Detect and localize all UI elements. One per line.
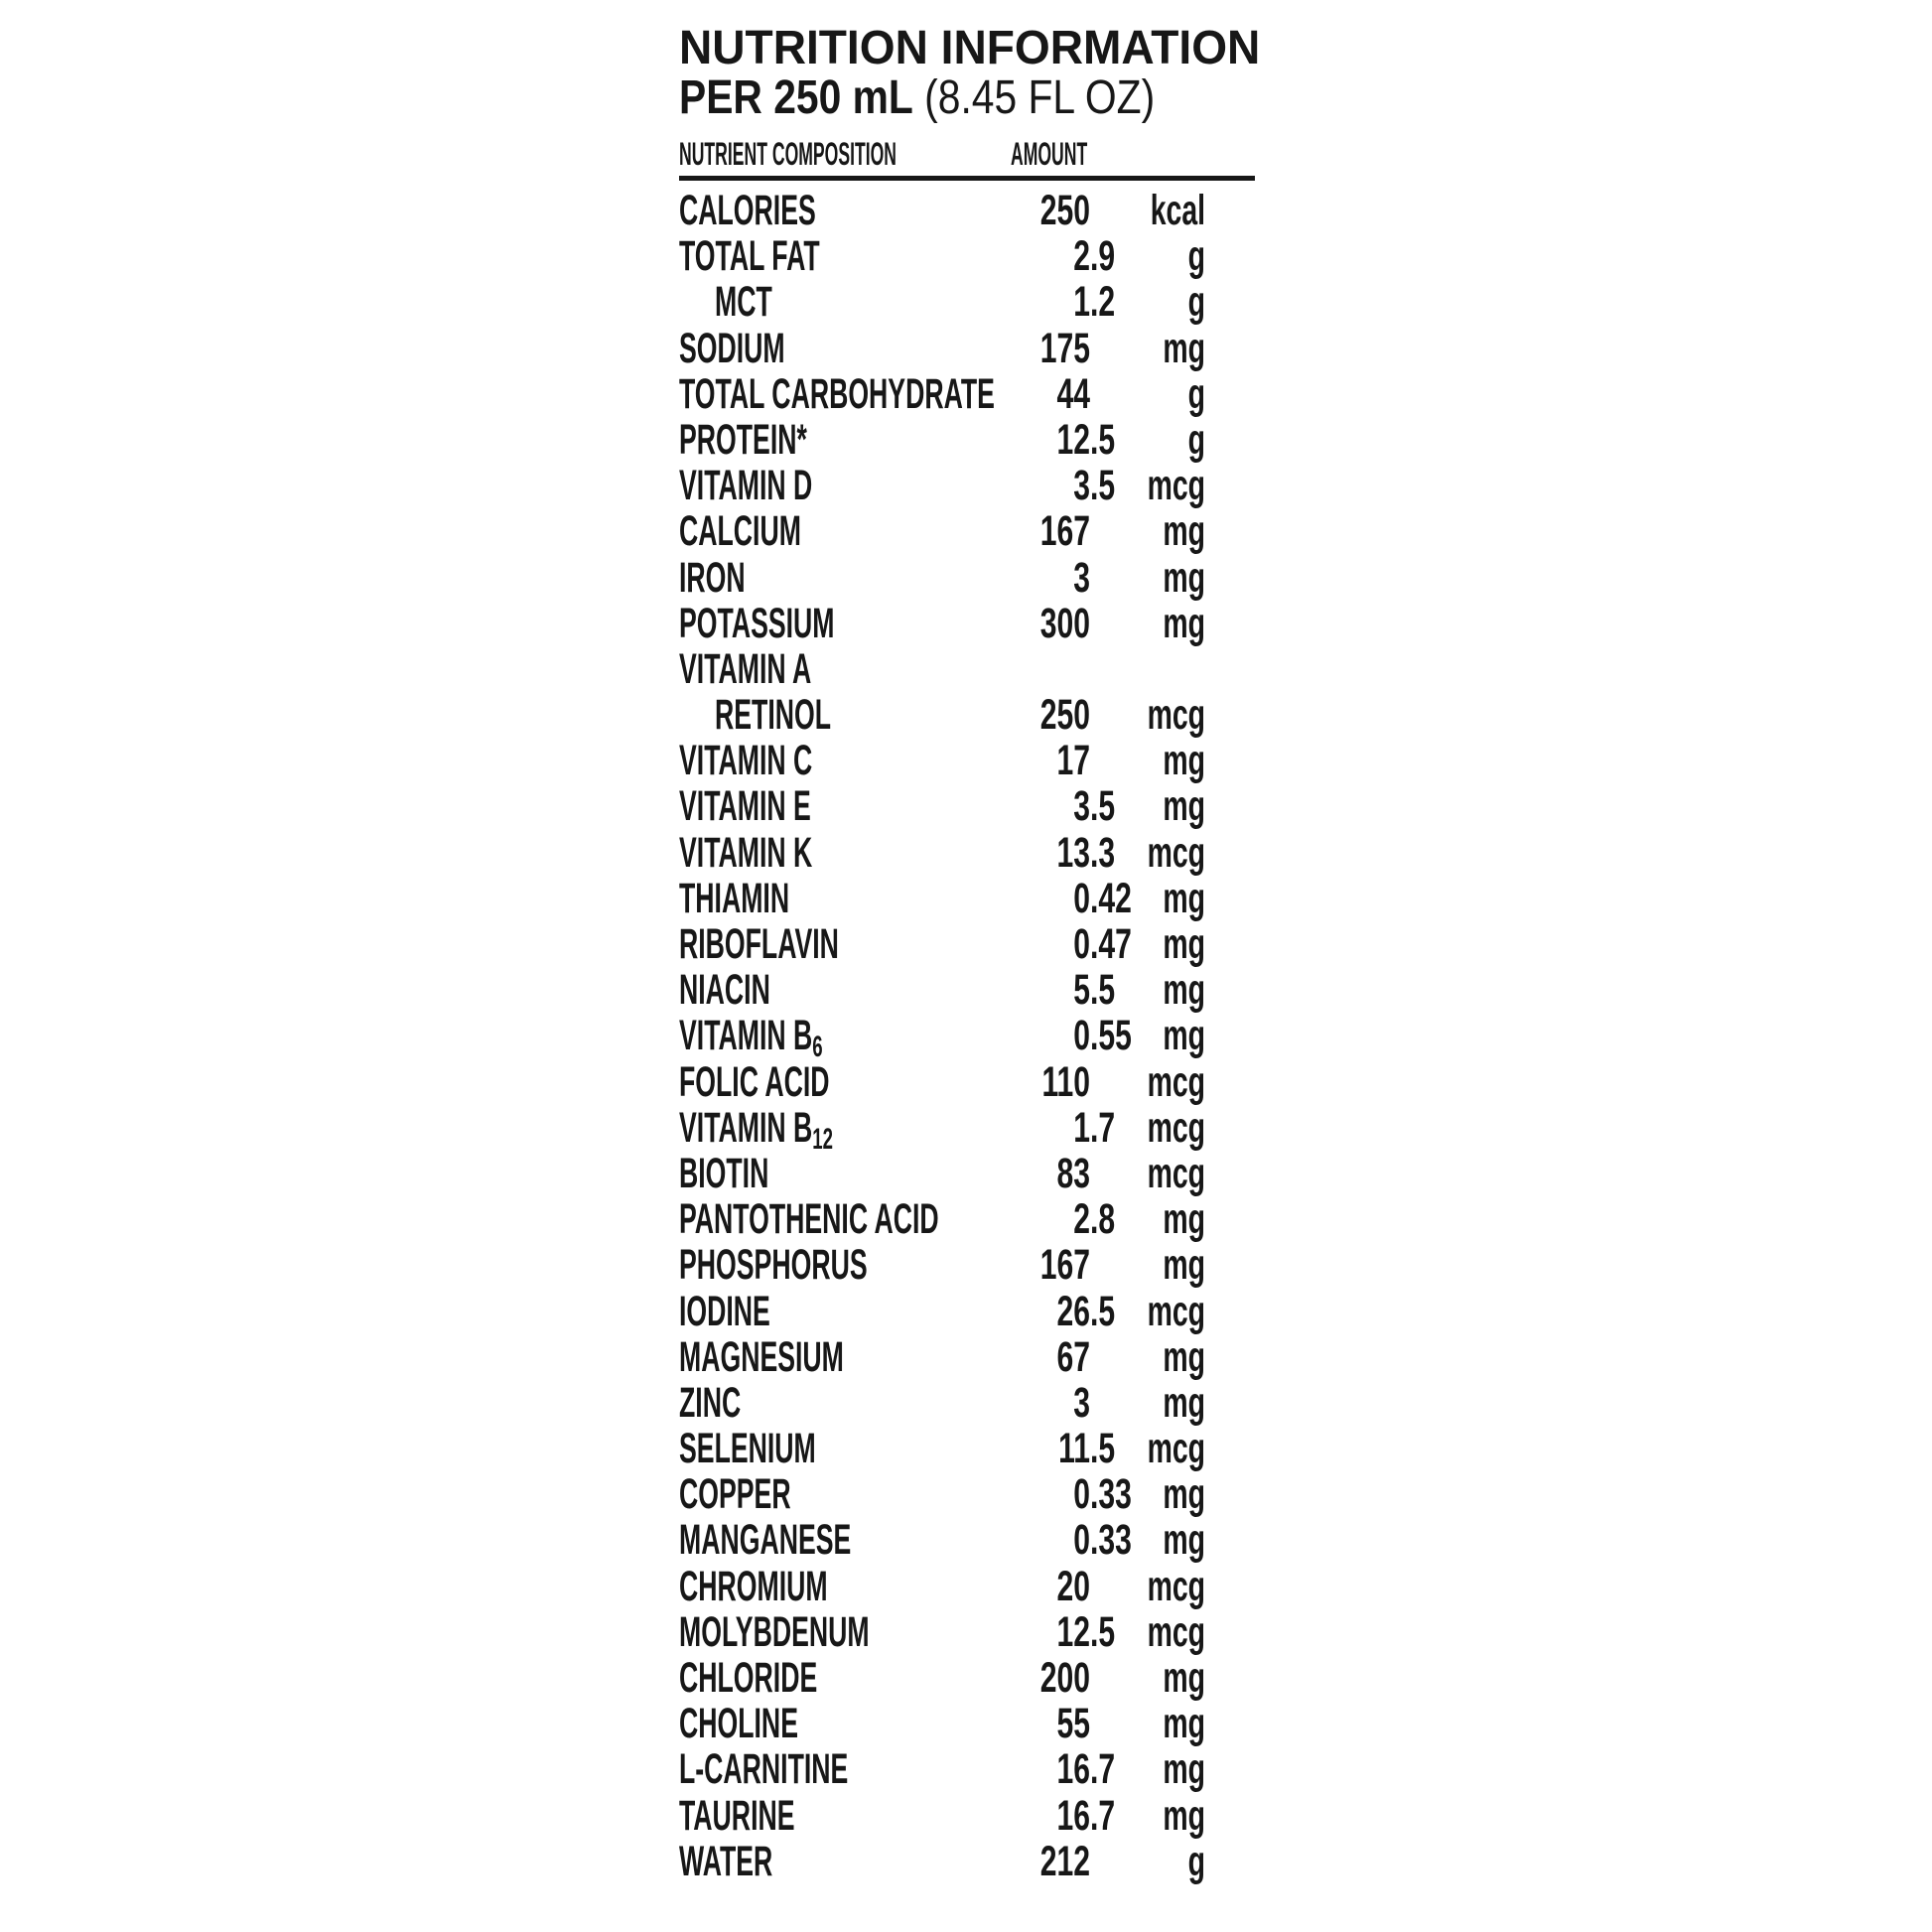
nutrient-label: CHROMIUM	[679, 1562, 828, 1610]
amount-value-int: 5	[1073, 966, 1090, 1015]
amount-unit: mg	[1163, 966, 1205, 1015]
amount-value-int: 0	[1073, 920, 1090, 968]
table-row	[679, 967, 1260, 1013]
nutrient-label: VITAMIN B12	[679, 1103, 833, 1156]
nutrition-panel	[679, 0, 1260, 1932]
amount-value-int: 67	[1056, 1332, 1090, 1381]
amount-unit: mg	[1163, 599, 1205, 647]
amount-value-frac: .47	[1090, 920, 1132, 968]
table-row	[679, 188, 1260, 233]
amount-value-int: 167	[1039, 507, 1090, 556]
amount-unit: mg	[1163, 1470, 1205, 1519]
amount-value-int: 44	[1056, 369, 1090, 418]
amount-value-frac: .33	[1090, 1516, 1132, 1565]
amount-value-frac: .7	[1090, 1745, 1116, 1794]
amount-value-frac: .33	[1090, 1470, 1132, 1519]
amount-value-int: 55	[1056, 1700, 1090, 1748]
amount-value-int: 200	[1039, 1654, 1090, 1702]
table-row	[679, 1334, 1260, 1380]
amount-unit: mcg	[1147, 1287, 1205, 1335]
amount-value-frac: .2	[1090, 278, 1116, 327]
nutrient-label: CALORIES	[679, 187, 816, 234]
table-row	[679, 1746, 1260, 1792]
nutrient-label: IODINE	[679, 1287, 770, 1335]
nutrient-label: SELENIUM	[679, 1425, 816, 1473]
nutrient-label: MANGANESE	[679, 1516, 852, 1565]
amount-unit: mg	[1163, 324, 1205, 372]
amount-unit: mg	[1163, 553, 1205, 602]
nutrient-label: TOTAL CARBOHYDRATE	[679, 369, 995, 418]
title-line-1: NUTRITION INFORMATION	[679, 22, 1261, 74]
column-headers	[679, 136, 1260, 172]
nutrient-label: FOLIC ACID	[679, 1057, 830, 1106]
amount-value-frac: .42	[1090, 874, 1132, 922]
amount-unit: mcg	[1147, 828, 1205, 877]
amount-unit: g	[1187, 1837, 1205, 1885]
amount-value-int: 250	[1039, 691, 1090, 740]
table-row	[679, 1289, 1260, 1334]
serving-size-bold: PER 250 mL	[679, 71, 913, 124]
nutrient-label-subscript: 6	[812, 1031, 823, 1064]
panel-title	[679, 24, 1285, 123]
amount-unit: mg	[1163, 1791, 1205, 1840]
amount-unit: g	[1187, 278, 1205, 327]
amount-unit: g	[1187, 232, 1205, 281]
table-row	[679, 1242, 1260, 1288]
header-rule	[679, 176, 1255, 181]
nutrient-label: SODIUM	[679, 324, 785, 372]
amount-value-int: 0	[1073, 874, 1090, 922]
nutrient-label: MCT	[715, 278, 772, 327]
nutrient-label: WATER	[679, 1837, 773, 1885]
table-row	[679, 1471, 1260, 1517]
amount-unit: mcg	[1147, 462, 1205, 510]
table-row	[679, 326, 1260, 371]
table-row	[679, 508, 1260, 554]
amount-value-int: 3	[1073, 553, 1090, 602]
table-row	[679, 1426, 1260, 1471]
amount-unit: mg	[1163, 1378, 1205, 1427]
amount-unit: mg	[1163, 1654, 1205, 1702]
amount-value-int: 110	[1041, 1057, 1090, 1106]
amount-value-frac: .5	[1090, 1287, 1116, 1335]
nutrient-label: VITAMIN A	[679, 644, 812, 693]
amount-value-frac: .3	[1090, 828, 1116, 877]
table-row	[679, 1839, 1260, 1884]
amount-unit: mg	[1163, 1700, 1205, 1748]
amount-unit: mg	[1163, 1745, 1205, 1794]
table-row	[679, 1655, 1260, 1701]
amount-unit: mg	[1163, 1195, 1205, 1244]
nutrient-label: L-CARNITINE	[679, 1745, 849, 1794]
amount-value-frac: .9	[1090, 232, 1116, 281]
amount-value-int: 16	[1056, 1745, 1090, 1794]
amount-unit: mcg	[1147, 1057, 1205, 1106]
amount-unit: kcal	[1150, 187, 1205, 234]
amount-value-int: 300	[1039, 599, 1090, 647]
column-header-amount: AMOUNT	[1011, 136, 1088, 172]
amount-value-int: 2	[1073, 232, 1090, 281]
nutrient-label: VITAMIN D	[679, 462, 813, 510]
amount-value-int: 0	[1073, 1470, 1090, 1519]
amount-unit: mcg	[1147, 691, 1205, 740]
serving-size-fl-oz: (8.45 FL OZ)	[912, 71, 1156, 124]
amount-value-int: 212	[1039, 1837, 1090, 1885]
table-row	[679, 601, 1260, 646]
nutrient-label: PANTOTHENIC ACID	[679, 1195, 939, 1244]
amount-value-int: 3	[1073, 1378, 1090, 1427]
table-row	[679, 646, 1260, 692]
nutrient-label-subscript: 12	[812, 1122, 833, 1156]
nutrient-label: RETINOL	[715, 691, 832, 740]
nutrient-label: TAURINE	[679, 1791, 795, 1840]
amount-unit: mcg	[1147, 1562, 1205, 1610]
amount-unit: mg	[1163, 1516, 1205, 1565]
nutrient-label: NIACIN	[679, 966, 770, 1015]
table-row	[679, 233, 1260, 279]
nutrient-label: RIBOFLAVIN	[679, 920, 839, 968]
table-row	[679, 555, 1260, 601]
amount-value-frac: .8	[1090, 1195, 1116, 1244]
amount-unit: mg	[1163, 874, 1205, 922]
amount-value-int: 20	[1056, 1562, 1090, 1610]
amount-value-int: 16	[1056, 1791, 1090, 1840]
amount-value-int: 167	[1039, 1241, 1090, 1290]
amount-unit: mg	[1163, 737, 1205, 785]
amount-value-int: 26	[1056, 1287, 1090, 1335]
amount-unit: mcg	[1147, 1425, 1205, 1473]
table-row	[679, 921, 1260, 967]
table-row	[679, 876, 1260, 921]
table-row	[679, 1564, 1260, 1609]
amount-value-frac: .7	[1090, 1791, 1116, 1840]
amount-value-int: 1	[1073, 1103, 1090, 1152]
nutrition-table	[679, 188, 1260, 1884]
table-row	[679, 1196, 1260, 1242]
amount-value-int: 1	[1073, 278, 1090, 327]
title-line-2	[679, 73, 1193, 123]
nutrient-label: THIAMIN	[679, 874, 790, 922]
nutrient-label: PROTEIN*	[679, 415, 807, 464]
amount-unit: g	[1187, 369, 1205, 418]
nutrient-label: CHOLINE	[679, 1700, 798, 1748]
amount-value-frac: .5	[1090, 966, 1116, 1015]
table-row	[679, 279, 1260, 325]
amount-unit: mg	[1163, 1241, 1205, 1290]
nutrient-label: CALCIUM	[679, 507, 801, 556]
amount-unit: mg	[1163, 1332, 1205, 1381]
nutrient-label: POTASSIUM	[679, 599, 835, 647]
amount-value-frac: .5	[1090, 1607, 1116, 1656]
table-row	[679, 692, 1260, 738]
nutrient-label: BIOTIN	[679, 1149, 769, 1197]
table-row	[679, 1701, 1260, 1746]
nutrient-label: VITAMIN K	[679, 828, 813, 877]
table-row	[679, 1012, 1260, 1064]
nutrient-label: MAGNESIUM	[679, 1332, 844, 1381]
amount-unit: mg	[1163, 1012, 1205, 1060]
nutrient-label: PHOSPHORUS	[679, 1241, 868, 1290]
table-row	[679, 830, 1260, 876]
amount-value-int: 3	[1073, 782, 1090, 831]
nutrient-label: VITAMIN E	[679, 782, 811, 831]
table-row	[679, 738, 1260, 783]
nutrient-label: TOTAL FAT	[679, 232, 820, 281]
amount-value-int: 0	[1073, 1516, 1090, 1565]
column-header-nutrient: NUTRIENT COMPOSITION	[679, 136, 897, 172]
nutrient-label: COPPER	[679, 1470, 791, 1519]
amount-value-int: 250	[1039, 187, 1090, 234]
amount-value-int: 12	[1056, 415, 1090, 464]
amount-value-int: 13	[1056, 828, 1090, 877]
amount-unit: g	[1187, 415, 1205, 464]
nutrient-label: MOLYBDENUM	[679, 1607, 870, 1656]
amount-value-int: 17	[1056, 737, 1090, 785]
nutrient-label: ZINC	[679, 1378, 742, 1427]
amount-unit: mg	[1163, 920, 1205, 968]
table-row	[679, 1380, 1260, 1426]
amount-value-int: 12	[1056, 1607, 1090, 1656]
amount-value-int: 0	[1073, 1012, 1090, 1060]
amount-unit: mcg	[1147, 1149, 1205, 1197]
table-row	[679, 783, 1260, 829]
amount-value-frac: .5	[1090, 1425, 1116, 1473]
nutrient-label: VITAMIN C	[679, 737, 813, 785]
table-row	[679, 371, 1260, 417]
table-row	[679, 417, 1260, 463]
amount-value-frac: .7	[1090, 1103, 1116, 1152]
amount-value-frac: .5	[1090, 415, 1116, 464]
amount-value-int: 83	[1056, 1149, 1090, 1197]
nutrient-label: IRON	[679, 553, 746, 602]
table-row	[679, 1059, 1260, 1105]
amount-value-int: 11	[1058, 1425, 1090, 1473]
nutrient-label: VITAMIN B6	[679, 1012, 823, 1064]
table-row	[679, 1103, 1260, 1156]
amount-value-frac: .5	[1090, 782, 1116, 831]
amount-unit: mg	[1163, 782, 1205, 831]
table-row	[679, 1793, 1260, 1839]
table-row	[679, 1609, 1260, 1655]
amount-value-frac: .55	[1090, 1012, 1132, 1060]
table-row	[679, 1517, 1260, 1563]
amount-unit: mcg	[1147, 1103, 1205, 1152]
amount-value-int: 175	[1039, 324, 1090, 372]
amount-unit: mcg	[1147, 1607, 1205, 1656]
amount-value-int: 3	[1073, 462, 1090, 510]
amount-value-int: 2	[1073, 1195, 1090, 1244]
table-row	[679, 1151, 1260, 1196]
amount-unit: mg	[1163, 507, 1205, 556]
table-row	[679, 463, 1260, 508]
amount-value-frac: .5	[1090, 462, 1116, 510]
nutrient-label: CHLORIDE	[679, 1654, 818, 1702]
